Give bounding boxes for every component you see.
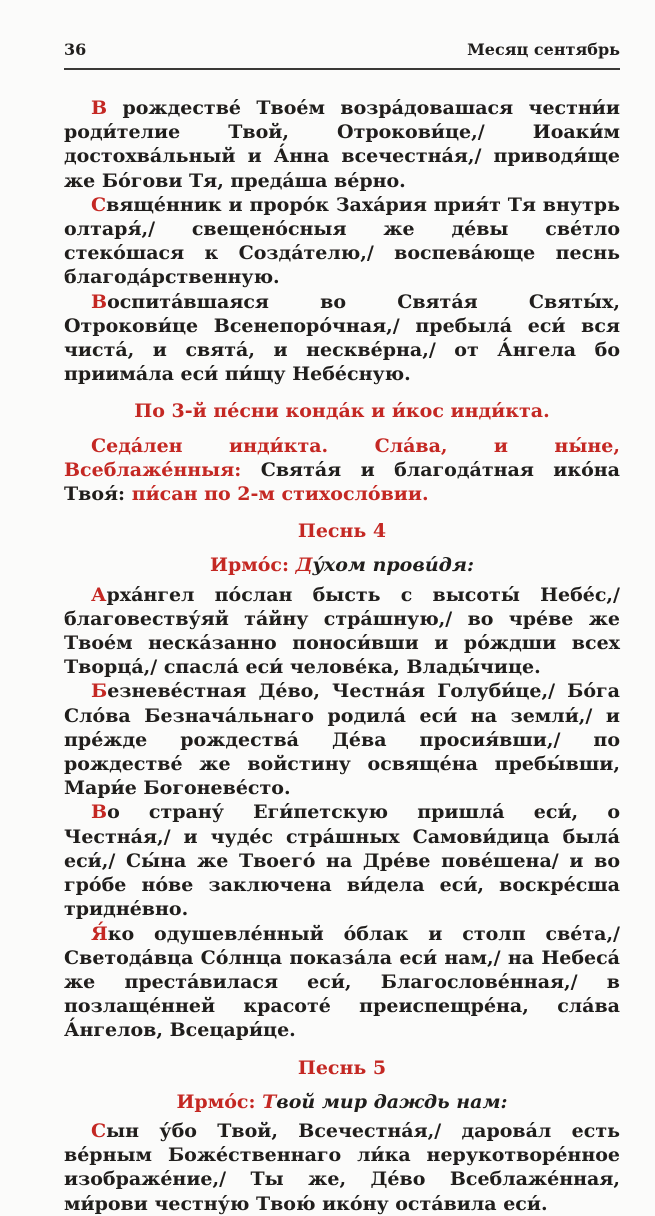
paragraph bbox=[64, 583, 620, 680]
paragraph bbox=[64, 1119, 620, 1216]
drop-initial: Я́ bbox=[91, 922, 108, 945]
running-header: Месяц сентябрь bbox=[467, 40, 620, 59]
drop-initial: А bbox=[91, 583, 107, 606]
drop-initial: В bbox=[91, 97, 108, 119]
text-segment: ын у́бо Твой, Всечестна́я,/ дарова́л есть ве́рным Боже́ственнаго ли́ка нерукотворе́нное изображе́ние,/ Ты же, Де́во Всеблаже́нная, ми́рови честну́ю Твою́ ико́ну оста́вила еси́. bbox=[64, 1119, 620, 1215]
text-segment: Песнь 5 bbox=[297, 1056, 387, 1079]
text-segment: пи́сан по 2-м стихосло́вии. bbox=[131, 483, 429, 506]
paragraph bbox=[64, 96, 620, 193]
text-segment: ко одушевле́нный о́блак и столп све́та,/ Светода́вца Со́лнца показа́ла еси́ нам,/ на Небеса́ же преста́вилася еси́, Благослове́нная,/ в позлаще́нней красоте́ преиспещре́на, сла́ва А́нгелов, Всецари́це. bbox=[64, 922, 620, 1042]
paragraph bbox=[64, 679, 620, 800]
text-segment: о страну́ Еги́петскую пришла́ еси́, о Честна́я,/ и чуде́с стра́шных Самови́дица была́ еси́,/ Сы́на же Твоего́ на Дре́ве пове́шена/ и во гро́бе но́ве заключена ви́дела еси́, воскре́сша тридне́вно. bbox=[64, 801, 620, 921]
paragraph bbox=[64, 800, 620, 921]
section-heading bbox=[64, 1056, 620, 1080]
text-segment: Седа́лен инди́кта. Сла́ва, и ны́не, Всеблаже́нныя: bbox=[64, 434, 620, 481]
paragraph bbox=[64, 922, 620, 1043]
text-segment: рождестве́ Твое́м возра́довашася честни́и роди́телие Твой, Отрокови́це,/ Иоаки́м достохва́льный и А́нна всечестна́я,/ приводя́ще же Бо́гови Тя, преда́ша ве́рно. bbox=[64, 97, 620, 192]
text-segment: Ирмо́с: bbox=[210, 554, 296, 577]
text-segment: оспита́вшаяся во Свята́я Святы́х, Отрокови́це Всенепоро́чная,/ пребыла́ еси́ вся чиста́, и свята́, и нескве́рна,/ от А́нгела бо приима́ла еси́ пи́щу Небе́сную. bbox=[64, 290, 620, 386]
page-number: 36 bbox=[64, 40, 87, 59]
section-heading bbox=[64, 399, 620, 423]
text-segment: вой мир даждь нам: bbox=[276, 1090, 508, 1113]
paragraph bbox=[64, 290, 620, 387]
drop-initial: С bbox=[91, 1119, 107, 1142]
irmos-line bbox=[64, 1090, 620, 1114]
section-heading bbox=[64, 519, 620, 543]
page-body bbox=[64, 70, 620, 1216]
drop-initial: С bbox=[91, 193, 107, 216]
text-segment: рха́нгел по́слан бысть с высоты́ Небе́с,/ благовеству́яй та́йну стра́шную,/ во чре́ве же Твое́м неска́занно поноси́вши и ро́ждши всех Творца́,/ спасла́ еси́ челове́ка, Влады́чице. bbox=[64, 583, 620, 679]
text-segment: Свята́я и благода́тная ико́на Твоя́: bbox=[64, 458, 620, 506]
drop-initial: В bbox=[91, 801, 108, 824]
drop-initial: В bbox=[91, 290, 108, 313]
text-segment: Песнь 4 bbox=[297, 520, 387, 543]
text-segment: По 3-й пе́сни конда́к и и́кос инди́кта. bbox=[134, 400, 550, 423]
text-segment: вяще́нник и проро́к Заха́рия прия́т Тя внутрь олтаря́,/ свещено́сныя же де́вы све́тло стеко́шася к Созда́телю,/ воспева́юще песнь благода́рственную. bbox=[64, 193, 620, 289]
drop-initial: Т bbox=[262, 1090, 277, 1113]
paragraph bbox=[64, 193, 620, 290]
page-header bbox=[64, 42, 620, 70]
drop-initial: Б bbox=[91, 680, 108, 703]
text-segment: езневе́стная Де́во, Честна́я Голуби́це,/ Бо́га Сло́ва Безнача́льнаго родила́ еси́ на земли́,/ и пре́жде рождества́ Де́ва просия́вши,/ по рождестве́ же войстину освяще́на пребы́вши, Мари́е Богоневе́сто. bbox=[64, 680, 620, 800]
text-segment: у́хом прови́дя: bbox=[312, 554, 474, 577]
paragraph bbox=[64, 434, 620, 507]
irmos-line bbox=[64, 553, 620, 577]
text-segment: Ирмо́с: bbox=[176, 1090, 263, 1113]
drop-initial: Д bbox=[295, 554, 313, 577]
